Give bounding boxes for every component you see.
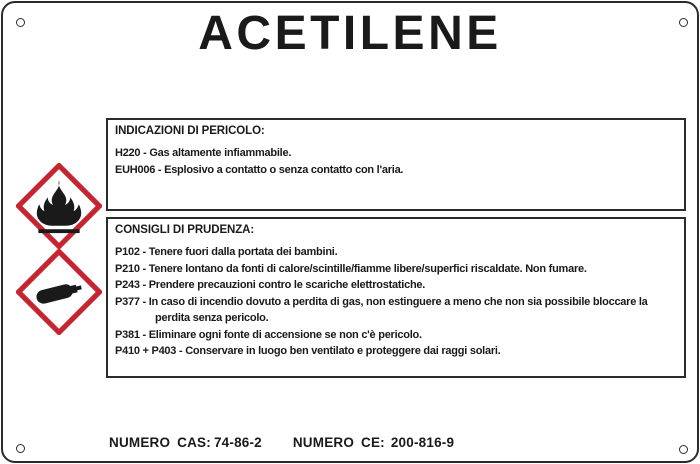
sign-plate <box>1 1 699 463</box>
precaution-line: P243 - Prendere precauzioni contro le scariche elettrostatiche. <box>115 279 426 291</box>
precaution-line: P210 - Tenere lontano da fonti di calore/scintille/fiamme libere/superfici riscaldate. Non fumare. <box>115 262 587 275</box>
precaution-line: P377 - In caso di incendio dovuto a perdita di gas, non estinguere a meno che non sia possibile bloccare la perdita senza pericolo. <box>115 295 648 324</box>
ghs04-gas-cylinder-icon <box>16 249 102 335</box>
ce-number-label: NUMERO CE: <box>292 435 385 450</box>
ce-number-value: 200-816-9 <box>390 435 455 450</box>
hazard-line: EUH006 - Esplosivo a contatto o senza contatto con l'aria. <box>115 163 404 176</box>
hazard-statements-box <box>106 118 686 211</box>
ghs02-flame-icon <box>16 163 102 249</box>
hazard-line: H220 - Gas altamente infiammabile. <box>115 147 292 159</box>
registry-numbers <box>109 435 454 450</box>
cas-number-label: NUMERO CAS: <box>109 435 211 450</box>
sign-title: ACETILENE <box>198 7 502 60</box>
hazard-box-header: INDICAZIONI DI PERICOLO: <box>115 125 265 137</box>
precaution-statements-box <box>106 217 686 378</box>
precaution-line: P102 - Tenere fuori dalla portata dei bambini. <box>115 246 338 258</box>
screw-hole-bottom-left <box>16 444 25 453</box>
precaution-line: P410 + P403 - Conservare in luogo ben ventilato e proteggere dai raggi solari. <box>115 345 501 357</box>
cas-number-value: 74-86-2 <box>213 435 262 450</box>
precaution-line: P381 - Eliminare ogni fonte di accensione se non c'è pericolo. <box>115 328 422 341</box>
precaution-box-header: CONSIGLI DI PRUDENZA: <box>115 224 255 236</box>
screw-hole-bottom-right <box>679 445 688 454</box>
